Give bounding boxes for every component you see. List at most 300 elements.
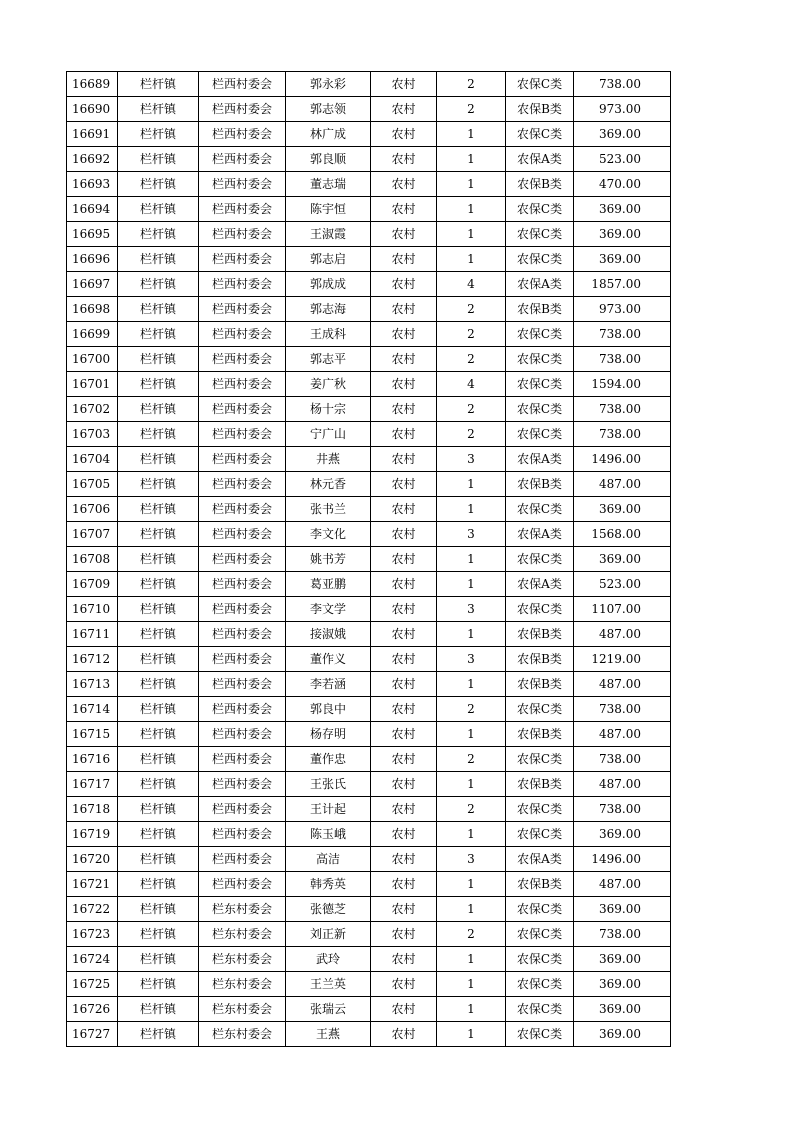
table-row xyxy=(67,672,671,697)
table-row xyxy=(67,847,671,872)
member-count-cell: 1 xyxy=(437,997,506,1022)
table-row xyxy=(67,247,671,272)
name-cell: 董作忠 xyxy=(286,747,371,772)
record-id-cell: 16698 xyxy=(67,297,118,322)
record-id-cell: 16700 xyxy=(67,347,118,372)
village-committee-cell: 栏西村委会 xyxy=(199,497,286,522)
village-committee-cell: 栏西村委会 xyxy=(199,97,286,122)
household-type-cell: 农村 xyxy=(371,672,437,697)
member-count-cell: 3 xyxy=(437,447,506,472)
household-type-cell: 农村 xyxy=(371,372,437,397)
insurance-category-cell: 农保B类 xyxy=(506,722,574,747)
table-row xyxy=(67,597,671,622)
amount-cell: 1219.00 xyxy=(574,647,671,672)
record-id-cell: 16722 xyxy=(67,897,118,922)
member-count-cell: 2 xyxy=(437,72,506,97)
record-id-cell: 16697 xyxy=(67,272,118,297)
town-cell: 栏杆镇 xyxy=(118,397,199,422)
insurance-category-cell: 农保C类 xyxy=(506,797,574,822)
amount-cell: 369.00 xyxy=(574,947,671,972)
insurance-category-cell: 农保A类 xyxy=(506,522,574,547)
household-type-cell: 农村 xyxy=(371,122,437,147)
name-cell: 葛亚鹏 xyxy=(286,572,371,597)
amount-cell: 738.00 xyxy=(574,747,671,772)
insurance-category-cell: 农保B类 xyxy=(506,297,574,322)
table-row xyxy=(67,522,671,547)
table-row xyxy=(67,447,671,472)
record-id-cell: 16699 xyxy=(67,322,118,347)
village-committee-cell: 栏西村委会 xyxy=(199,297,286,322)
name-cell: 郭志海 xyxy=(286,297,371,322)
town-cell: 栏杆镇 xyxy=(118,1022,199,1047)
name-cell: 郭良中 xyxy=(286,697,371,722)
village-committee-cell: 栏西村委会 xyxy=(199,222,286,247)
village-committee-cell: 栏西村委会 xyxy=(199,272,286,297)
household-type-cell: 农村 xyxy=(371,747,437,772)
table-row xyxy=(67,722,671,747)
household-type-cell: 农村 xyxy=(371,897,437,922)
village-committee-cell: 栏西村委会 xyxy=(199,447,286,472)
name-cell: 姜广秋 xyxy=(286,372,371,397)
member-count-cell: 1 xyxy=(437,497,506,522)
household-type-cell: 农村 xyxy=(371,447,437,472)
record-id-cell: 16705 xyxy=(67,472,118,497)
name-cell: 王燕 xyxy=(286,1022,371,1047)
record-id-cell: 16723 xyxy=(67,922,118,947)
village-committee-cell: 栏西村委会 xyxy=(199,672,286,697)
amount-cell: 738.00 xyxy=(574,397,671,422)
table-row xyxy=(67,472,671,497)
member-count-cell: 3 xyxy=(437,847,506,872)
amount-cell: 738.00 xyxy=(574,422,671,447)
town-cell: 栏杆镇 xyxy=(118,922,199,947)
household-type-cell: 农村 xyxy=(371,722,437,747)
town-cell: 栏杆镇 xyxy=(118,972,199,997)
name-cell: 郭成成 xyxy=(286,272,371,297)
data-table xyxy=(66,71,671,1047)
amount-cell: 973.00 xyxy=(574,97,671,122)
amount-cell: 369.00 xyxy=(574,972,671,997)
village-committee-cell: 栏东村委会 xyxy=(199,997,286,1022)
town-cell: 栏杆镇 xyxy=(118,847,199,872)
member-count-cell: 1 xyxy=(437,897,506,922)
village-committee-cell: 栏西村委会 xyxy=(199,872,286,897)
record-id-cell: 16710 xyxy=(67,597,118,622)
record-id-cell: 16692 xyxy=(67,147,118,172)
table-row xyxy=(67,922,671,947)
village-committee-cell: 栏西村委会 xyxy=(199,572,286,597)
member-count-cell: 2 xyxy=(437,697,506,722)
name-cell: 王兰英 xyxy=(286,972,371,997)
household-type-cell: 农村 xyxy=(371,547,437,572)
name-cell: 武玲 xyxy=(286,947,371,972)
household-type-cell: 农村 xyxy=(371,247,437,272)
name-cell: 接淑娥 xyxy=(286,622,371,647)
record-id-cell: 16689 xyxy=(67,72,118,97)
household-type-cell: 农村 xyxy=(371,772,437,797)
table-row xyxy=(67,372,671,397)
amount-cell: 523.00 xyxy=(574,572,671,597)
village-committee-cell: 栏西村委会 xyxy=(199,397,286,422)
amount-cell: 738.00 xyxy=(574,72,671,97)
household-type-cell: 农村 xyxy=(371,597,437,622)
amount-cell: 487.00 xyxy=(574,872,671,897)
member-count-cell: 1 xyxy=(437,972,506,997)
village-committee-cell: 栏东村委会 xyxy=(199,922,286,947)
record-id-cell: 16718 xyxy=(67,797,118,822)
table-row xyxy=(67,272,671,297)
amount-cell: 738.00 xyxy=(574,697,671,722)
member-count-cell: 2 xyxy=(437,422,506,447)
insurance-category-cell: 农保B类 xyxy=(506,97,574,122)
amount-cell: 738.00 xyxy=(574,797,671,822)
village-committee-cell: 栏西村委会 xyxy=(199,347,286,372)
household-type-cell: 农村 xyxy=(371,397,437,422)
amount-cell: 369.00 xyxy=(574,197,671,222)
name-cell: 高洁 xyxy=(286,847,371,872)
record-id-cell: 16720 xyxy=(67,847,118,872)
insurance-category-cell: 农保C类 xyxy=(506,322,574,347)
amount-cell: 1568.00 xyxy=(574,522,671,547)
amount-cell: 1594.00 xyxy=(574,372,671,397)
town-cell: 栏杆镇 xyxy=(118,872,199,897)
member-count-cell: 1 xyxy=(437,122,506,147)
table-row xyxy=(67,897,671,922)
table-row xyxy=(67,547,671,572)
household-type-cell: 农村 xyxy=(371,572,437,597)
village-committee-cell: 栏西村委会 xyxy=(199,322,286,347)
amount-cell: 523.00 xyxy=(574,147,671,172)
town-cell: 栏杆镇 xyxy=(118,247,199,272)
name-cell: 杨存明 xyxy=(286,722,371,747)
town-cell: 栏杆镇 xyxy=(118,772,199,797)
town-cell: 栏杆镇 xyxy=(118,822,199,847)
name-cell: 王成科 xyxy=(286,322,371,347)
member-count-cell: 2 xyxy=(437,347,506,372)
town-cell: 栏杆镇 xyxy=(118,722,199,747)
household-type-cell: 农村 xyxy=(371,622,437,647)
name-cell: 郭永彩 xyxy=(286,72,371,97)
village-committee-cell: 栏西村委会 xyxy=(199,197,286,222)
household-type-cell: 农村 xyxy=(371,72,437,97)
amount-cell: 487.00 xyxy=(574,622,671,647)
village-committee-cell: 栏西村委会 xyxy=(199,172,286,197)
member-count-cell: 1 xyxy=(437,622,506,647)
town-cell: 栏杆镇 xyxy=(118,997,199,1022)
household-type-cell: 农村 xyxy=(371,647,437,672)
insurance-category-cell: 农保C类 xyxy=(506,897,574,922)
insurance-category-cell: 农保A类 xyxy=(506,847,574,872)
insurance-category-cell: 农保C类 xyxy=(506,422,574,447)
table-row xyxy=(67,997,671,1022)
name-cell: 陈宇恒 xyxy=(286,197,371,222)
name-cell: 郭志领 xyxy=(286,97,371,122)
insurance-category-cell: 农保A类 xyxy=(506,147,574,172)
member-count-cell: 1 xyxy=(437,572,506,597)
village-committee-cell: 栏西村委会 xyxy=(199,772,286,797)
member-count-cell: 2 xyxy=(437,747,506,772)
village-committee-cell: 栏东村委会 xyxy=(199,1022,286,1047)
table-row xyxy=(67,647,671,672)
record-id-cell: 16716 xyxy=(67,747,118,772)
member-count-cell: 1 xyxy=(437,1022,506,1047)
member-count-cell: 2 xyxy=(437,297,506,322)
village-committee-cell: 栏东村委会 xyxy=(199,947,286,972)
town-cell: 栏杆镇 xyxy=(118,372,199,397)
household-type-cell: 农村 xyxy=(371,172,437,197)
member-count-cell: 3 xyxy=(437,647,506,672)
insurance-category-cell: 农保B类 xyxy=(506,772,574,797)
insurance-category-cell: 农保C类 xyxy=(506,222,574,247)
table-row xyxy=(67,822,671,847)
village-committee-cell: 栏西村委会 xyxy=(199,372,286,397)
town-cell: 栏杆镇 xyxy=(118,947,199,972)
table-row xyxy=(67,172,671,197)
member-count-cell: 1 xyxy=(437,772,506,797)
member-count-cell: 2 xyxy=(437,322,506,347)
household-type-cell: 农村 xyxy=(371,297,437,322)
household-type-cell: 农村 xyxy=(371,847,437,872)
amount-cell: 369.00 xyxy=(574,1022,671,1047)
village-committee-cell: 栏西村委会 xyxy=(199,472,286,497)
insurance-category-cell: 农保C类 xyxy=(506,997,574,1022)
record-id-cell: 16701 xyxy=(67,372,118,397)
amount-cell: 369.00 xyxy=(574,997,671,1022)
town-cell: 栏杆镇 xyxy=(118,97,199,122)
record-id-cell: 16712 xyxy=(67,647,118,672)
village-committee-cell: 栏西村委会 xyxy=(199,147,286,172)
name-cell: 张瑞云 xyxy=(286,997,371,1022)
town-cell: 栏杆镇 xyxy=(118,147,199,172)
insurance-category-cell: 农保C类 xyxy=(506,497,574,522)
record-id-cell: 16691 xyxy=(67,122,118,147)
amount-cell: 369.00 xyxy=(574,222,671,247)
table-row xyxy=(67,297,671,322)
table-row xyxy=(67,347,671,372)
household-type-cell: 农村 xyxy=(371,222,437,247)
amount-cell: 1496.00 xyxy=(574,847,671,872)
table-row xyxy=(67,697,671,722)
insurance-category-cell: 农保A类 xyxy=(506,447,574,472)
table-row xyxy=(67,147,671,172)
amount-cell: 487.00 xyxy=(574,472,671,497)
table-row xyxy=(67,972,671,997)
name-cell: 董志瑞 xyxy=(286,172,371,197)
town-cell: 栏杆镇 xyxy=(118,547,199,572)
insurance-category-cell: 农保C类 xyxy=(506,347,574,372)
member-count-cell: 2 xyxy=(437,97,506,122)
village-committee-cell: 栏西村委会 xyxy=(199,847,286,872)
town-cell: 栏杆镇 xyxy=(118,622,199,647)
record-id-cell: 16713 xyxy=(67,672,118,697)
town-cell: 栏杆镇 xyxy=(118,297,199,322)
amount-cell: 1857.00 xyxy=(574,272,671,297)
record-id-cell: 16708 xyxy=(67,547,118,572)
member-count-cell: 4 xyxy=(437,372,506,397)
town-cell: 栏杆镇 xyxy=(118,747,199,772)
record-id-cell: 16719 xyxy=(67,822,118,847)
member-count-cell: 4 xyxy=(437,272,506,297)
member-count-cell: 1 xyxy=(437,872,506,897)
town-cell: 栏杆镇 xyxy=(118,497,199,522)
town-cell: 栏杆镇 xyxy=(118,647,199,672)
record-id-cell: 16696 xyxy=(67,247,118,272)
table-row xyxy=(67,97,671,122)
household-type-cell: 农村 xyxy=(371,797,437,822)
household-type-cell: 农村 xyxy=(371,472,437,497)
household-type-cell: 农村 xyxy=(371,197,437,222)
village-committee-cell: 栏西村委会 xyxy=(199,822,286,847)
insurance-category-cell: 农保C类 xyxy=(506,697,574,722)
table-row xyxy=(67,497,671,522)
name-cell: 王张氏 xyxy=(286,772,371,797)
insurance-category-cell: 农保C类 xyxy=(506,372,574,397)
member-count-cell: 1 xyxy=(437,197,506,222)
insurance-category-cell: 农保C类 xyxy=(506,547,574,572)
name-cell: 王淑霞 xyxy=(286,222,371,247)
village-committee-cell: 栏西村委会 xyxy=(199,747,286,772)
name-cell: 林元香 xyxy=(286,472,371,497)
table-row xyxy=(67,872,671,897)
town-cell: 栏杆镇 xyxy=(118,322,199,347)
household-type-cell: 农村 xyxy=(371,97,437,122)
name-cell: 林广成 xyxy=(286,122,371,147)
town-cell: 栏杆镇 xyxy=(118,172,199,197)
member-count-cell: 1 xyxy=(437,947,506,972)
insurance-category-cell: 农保C类 xyxy=(506,72,574,97)
village-committee-cell: 栏西村委会 xyxy=(199,622,286,647)
amount-cell: 369.00 xyxy=(574,247,671,272)
table-row xyxy=(67,422,671,447)
town-cell: 栏杆镇 xyxy=(118,197,199,222)
table-row xyxy=(67,747,671,772)
amount-cell: 487.00 xyxy=(574,722,671,747)
record-id-cell: 16715 xyxy=(67,722,118,747)
record-id-cell: 16695 xyxy=(67,222,118,247)
village-committee-cell: 栏西村委会 xyxy=(199,647,286,672)
household-type-cell: 农村 xyxy=(371,1022,437,1047)
town-cell: 栏杆镇 xyxy=(118,597,199,622)
amount-cell: 1107.00 xyxy=(574,597,671,622)
record-id-cell: 16726 xyxy=(67,997,118,1022)
record-id-cell: 16727 xyxy=(67,1022,118,1047)
record-id-cell: 16690 xyxy=(67,97,118,122)
insurance-category-cell: 农保C类 xyxy=(506,247,574,272)
town-cell: 栏杆镇 xyxy=(118,272,199,297)
insurance-category-cell: 农保B类 xyxy=(506,622,574,647)
record-id-cell: 16711 xyxy=(67,622,118,647)
name-cell: 李文化 xyxy=(286,522,371,547)
village-committee-cell: 栏西村委会 xyxy=(199,247,286,272)
amount-cell: 369.00 xyxy=(574,122,671,147)
household-type-cell: 农村 xyxy=(371,522,437,547)
table-row xyxy=(67,222,671,247)
table-row xyxy=(67,122,671,147)
town-cell: 栏杆镇 xyxy=(118,672,199,697)
household-type-cell: 农村 xyxy=(371,872,437,897)
table-body xyxy=(67,72,671,1047)
member-count-cell: 2 xyxy=(437,922,506,947)
insurance-category-cell: 农保C类 xyxy=(506,947,574,972)
village-committee-cell: 栏西村委会 xyxy=(199,597,286,622)
member-count-cell: 1 xyxy=(437,247,506,272)
table-row xyxy=(67,197,671,222)
record-id-cell: 16694 xyxy=(67,197,118,222)
village-committee-cell: 栏西村委会 xyxy=(199,797,286,822)
amount-cell: 369.00 xyxy=(574,547,671,572)
village-committee-cell: 栏西村委会 xyxy=(199,547,286,572)
name-cell: 郭志平 xyxy=(286,347,371,372)
record-id-cell: 16725 xyxy=(67,972,118,997)
record-id-cell: 16721 xyxy=(67,872,118,897)
town-cell: 栏杆镇 xyxy=(118,522,199,547)
village-committee-cell: 栏西村委会 xyxy=(199,122,286,147)
table-row xyxy=(67,772,671,797)
name-cell: 张德芝 xyxy=(286,897,371,922)
household-type-cell: 农村 xyxy=(371,997,437,1022)
name-cell: 张书兰 xyxy=(286,497,371,522)
household-type-cell: 农村 xyxy=(371,947,437,972)
record-id-cell: 16706 xyxy=(67,497,118,522)
table-row xyxy=(67,797,671,822)
table-row xyxy=(67,572,671,597)
insurance-category-cell: 农保B类 xyxy=(506,872,574,897)
insurance-category-cell: 农保B类 xyxy=(506,647,574,672)
household-type-cell: 农村 xyxy=(371,697,437,722)
town-cell: 栏杆镇 xyxy=(118,472,199,497)
household-type-cell: 农村 xyxy=(371,822,437,847)
amount-cell: 369.00 xyxy=(574,897,671,922)
record-id-cell: 16717 xyxy=(67,772,118,797)
record-id-cell: 16704 xyxy=(67,447,118,472)
table-row xyxy=(67,1022,671,1047)
amount-cell: 738.00 xyxy=(574,922,671,947)
insurance-category-cell: 农保B类 xyxy=(506,472,574,497)
household-type-cell: 农村 xyxy=(371,972,437,997)
town-cell: 栏杆镇 xyxy=(118,697,199,722)
household-type-cell: 农村 xyxy=(371,322,437,347)
table-row xyxy=(67,72,671,97)
name-cell: 杨十宗 xyxy=(286,397,371,422)
household-type-cell: 农村 xyxy=(371,422,437,447)
member-count-cell: 1 xyxy=(437,147,506,172)
member-count-cell: 2 xyxy=(437,797,506,822)
village-committee-cell: 栏东村委会 xyxy=(199,972,286,997)
household-type-cell: 农村 xyxy=(371,497,437,522)
member-count-cell: 3 xyxy=(437,522,506,547)
insurance-category-cell: 农保A类 xyxy=(506,572,574,597)
household-type-cell: 农村 xyxy=(371,922,437,947)
amount-cell: 369.00 xyxy=(574,822,671,847)
amount-cell: 487.00 xyxy=(574,772,671,797)
name-cell: 宁广山 xyxy=(286,422,371,447)
insurance-category-cell: 农保C类 xyxy=(506,822,574,847)
member-count-cell: 1 xyxy=(437,672,506,697)
amount-cell: 470.00 xyxy=(574,172,671,197)
record-id-cell: 16693 xyxy=(67,172,118,197)
insurance-category-cell: 农保C类 xyxy=(506,1022,574,1047)
name-cell: 郭良顺 xyxy=(286,147,371,172)
record-id-cell: 16724 xyxy=(67,947,118,972)
table-row xyxy=(67,322,671,347)
household-type-cell: 农村 xyxy=(371,347,437,372)
member-count-cell: 1 xyxy=(437,722,506,747)
amount-cell: 487.00 xyxy=(574,672,671,697)
member-count-cell: 1 xyxy=(437,822,506,847)
record-id-cell: 16702 xyxy=(67,397,118,422)
village-committee-cell: 栏西村委会 xyxy=(199,697,286,722)
name-cell: 王计起 xyxy=(286,797,371,822)
